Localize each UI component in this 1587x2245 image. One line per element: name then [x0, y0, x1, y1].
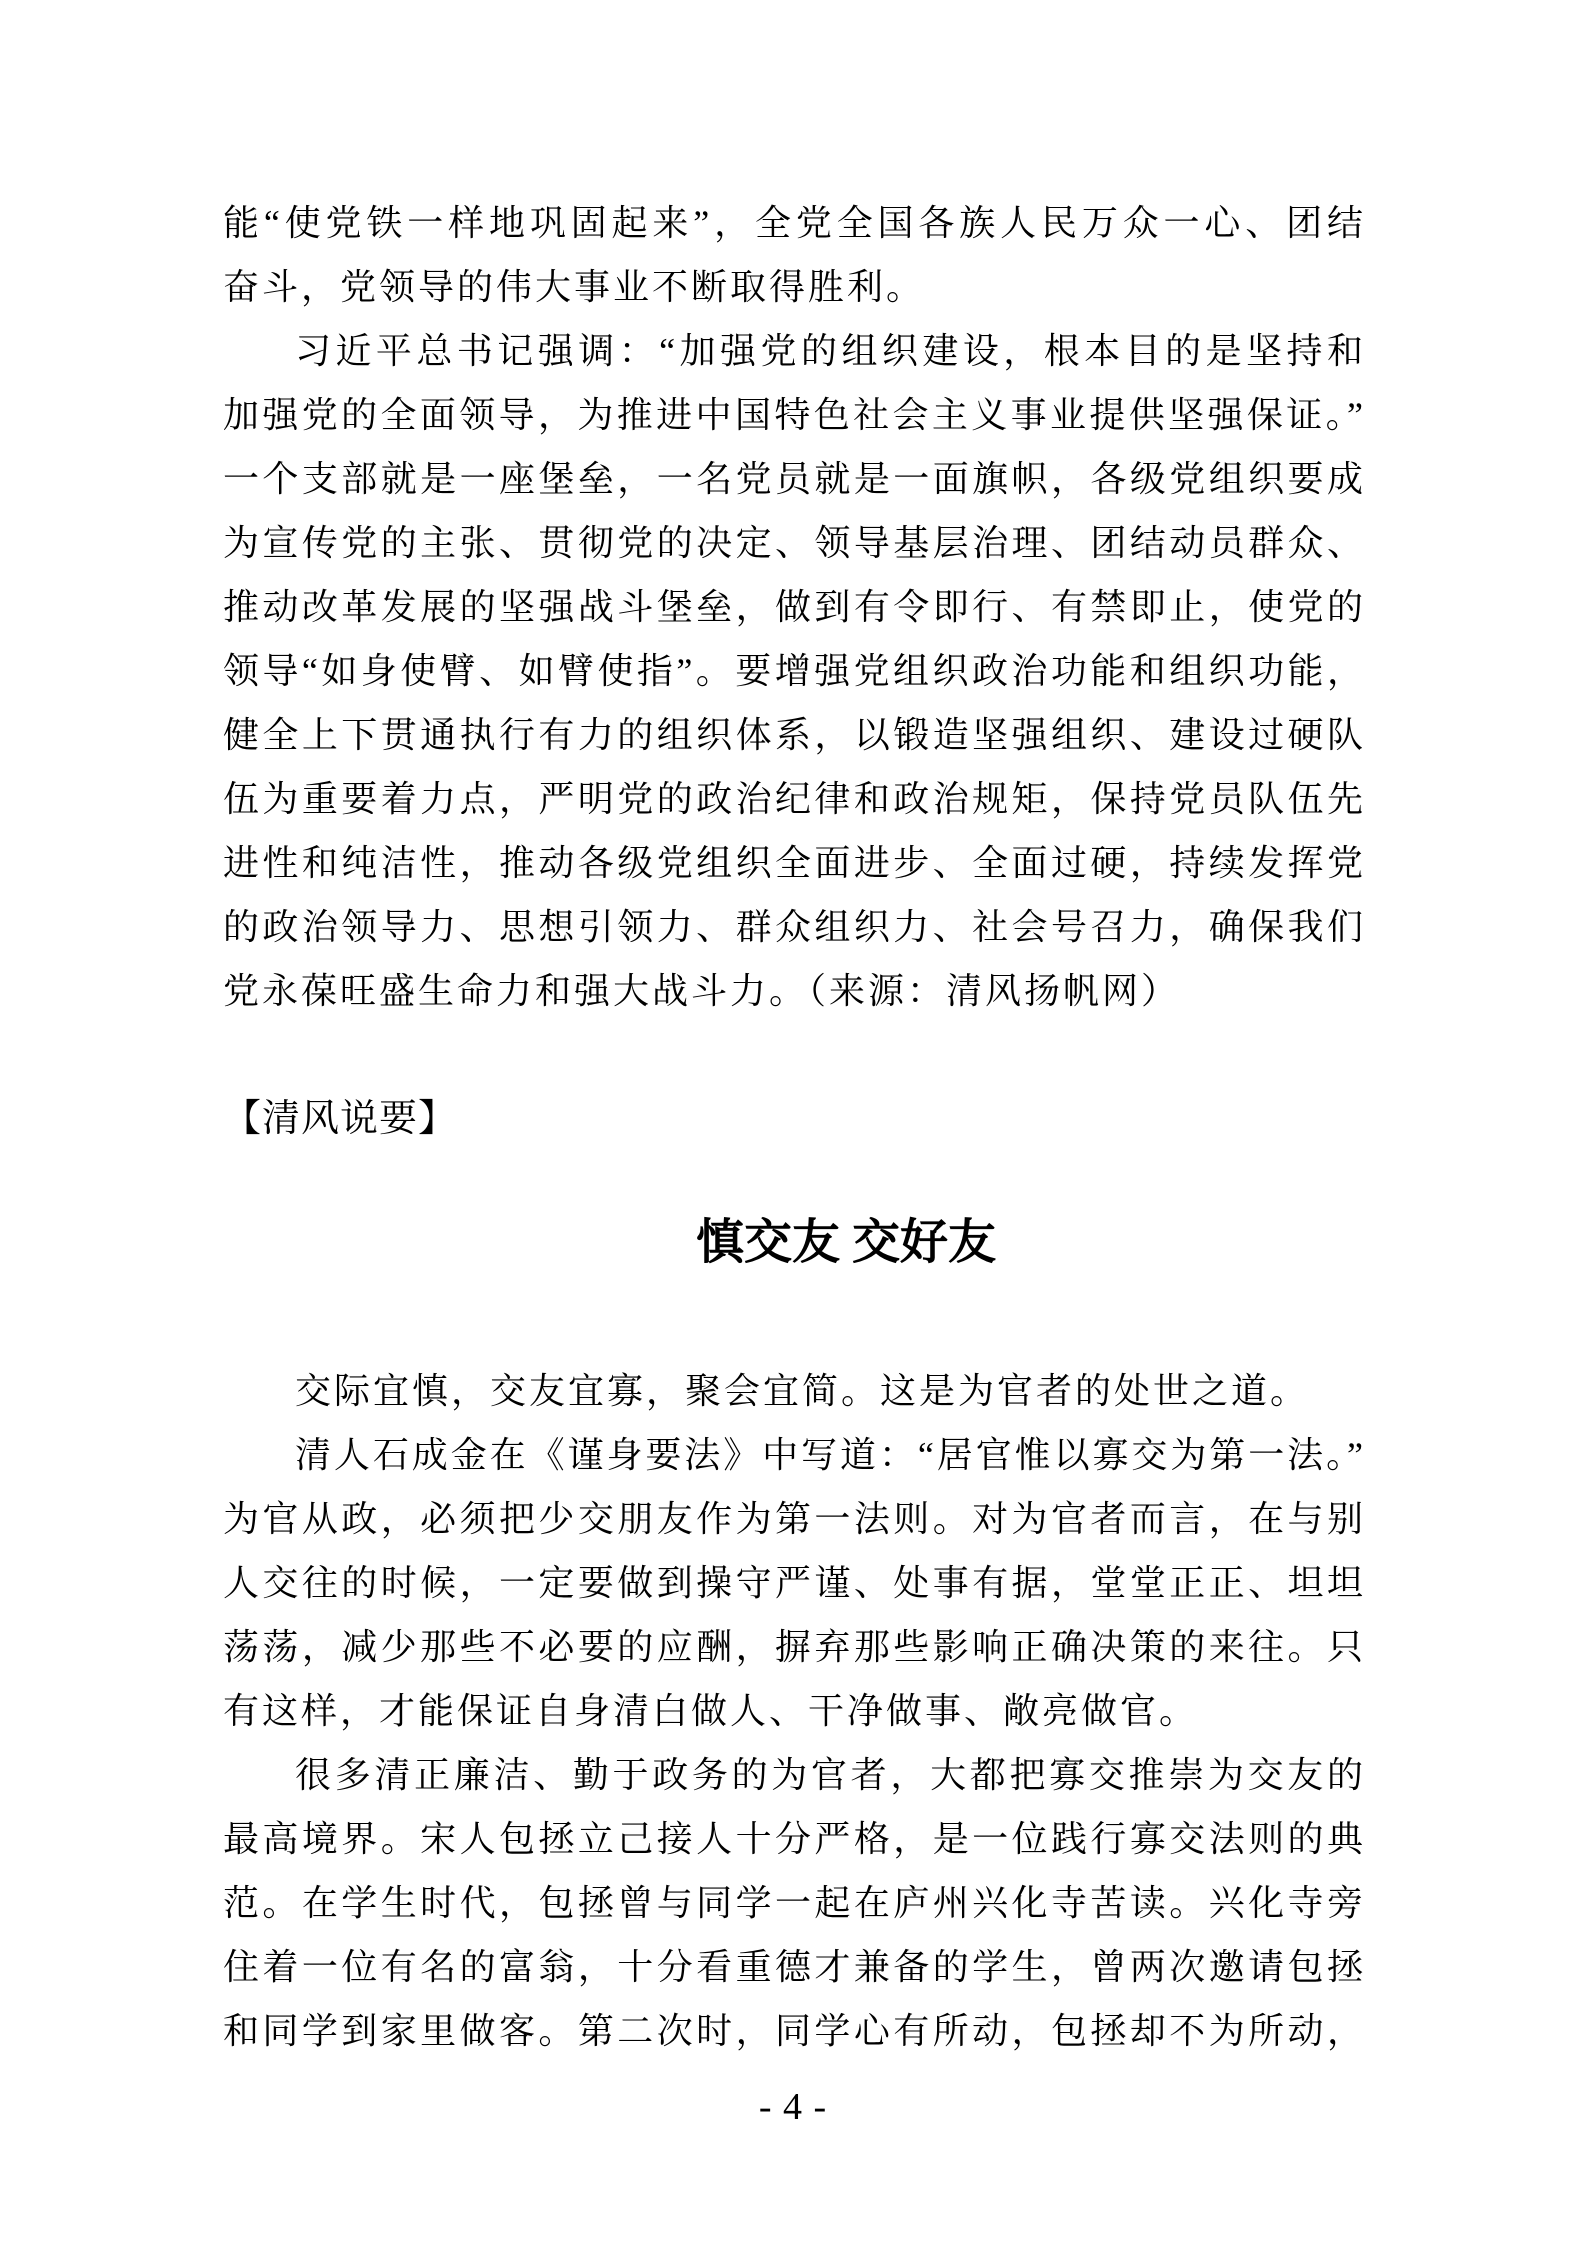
- text-line: 一个支部就是一座堡垒，一名党员就是一面旗帜，各级党组织要成: [223, 459, 1363, 499]
- text-line: 为官从政，必须把少交朋友作为第一法则。对为官者而言，在与别: [223, 1499, 1363, 1539]
- text-line: 推动改革发展的坚强战斗堡垒，做到有令即行、有禁即止，使党的: [223, 587, 1363, 627]
- text-line: 荡荡，减少那些不必要的应酬，摒弃那些影响正确决策的来往。只: [223, 1627, 1363, 1667]
- text-line: 有这样，才能保证自身清白做人、干净做事、敞亮做官。: [223, 1691, 1199, 1731]
- text-line: 习近平总书记强调：“加强党的组织建设，根本目的是坚持和: [295, 331, 1363, 371]
- article-party-organization: [223, 0, 1363, 1023]
- text-line: 交际宜慎，交友宜寡，聚会宜简。这是为官者的处世之道。: [295, 1371, 1310, 1411]
- text-line: 加强党的全面领导，为推进中国特色社会主义事业提供坚强保证。”: [223, 395, 1363, 435]
- section-header-qingfeng-shuoyao: 【清风说要】: [223, 1098, 458, 1140]
- text-line: 清人石成金在《谨身要法》中写道：“居官惟以寡交为第一法。”: [295, 1435, 1363, 1475]
- text-line: 伍为重要着力点，严明党的政治纪律和政治规矩，保持党员队伍先: [223, 779, 1363, 819]
- article-friendship-essay: [223, 1359, 1363, 2063]
- page-number: - 4 -: [758, 2086, 828, 2128]
- text-line: 进性和纯洁性，推动各级党组织全面进步、全面过硬，持续发挥党: [223, 843, 1363, 883]
- text-line: 住着一位有名的富翁，十分看重德才兼备的学生，曾两次邀请包拯: [223, 1947, 1363, 1987]
- text-line: 很多清正廉洁、勤于政务的为官者，大都把寡交推崇为交友的: [295, 1755, 1363, 1795]
- text-line: 和同学到家里做客。第二次时，同学心有所动，包拯却不为所动，: [223, 2011, 1363, 2051]
- text-line: 范。在学生时代，包拯曾与同学一起在庐州兴化寺苦读。兴化寺旁: [223, 1883, 1363, 1923]
- text-line: 领导“如身使臂、如臂使指”。要增强党组织政治功能和组织功能，: [223, 651, 1363, 691]
- text-line: 健全上下贯通执行有力的组织体系，以锻造坚强组织、建设过硬队: [223, 715, 1363, 755]
- article-title: 慎交友 交好友: [695, 1216, 996, 1269]
- text-line: 人交往的时候，一定要做到操守严谨、处事有据，堂堂正正、坦坦: [223, 1563, 1363, 1603]
- text-line: 为宣传党的主张、贯彻党的决定、领导基层治理、团结动员群众、: [223, 523, 1363, 563]
- text-line: 的政治领导力、思想引领力、群众组织力、社会号召力，确保我们: [223, 907, 1363, 947]
- page-content: [223, 0, 1363, 2127]
- text-line: 能“使党铁一样地巩固起来”，全党全国各族人民万众一心、团结: [223, 203, 1363, 243]
- text-line: 党永葆旺盛生命力和强大战斗力。（来源：清风扬帆网）: [223, 971, 1181, 1011]
- text-line: 奋斗，党领导的伟大事业不断取得胜利。: [223, 267, 926, 307]
- text-line: 最高境界。宋人包拯立己接人十分严格，是一位践行寡交法则的典: [223, 1819, 1363, 1859]
